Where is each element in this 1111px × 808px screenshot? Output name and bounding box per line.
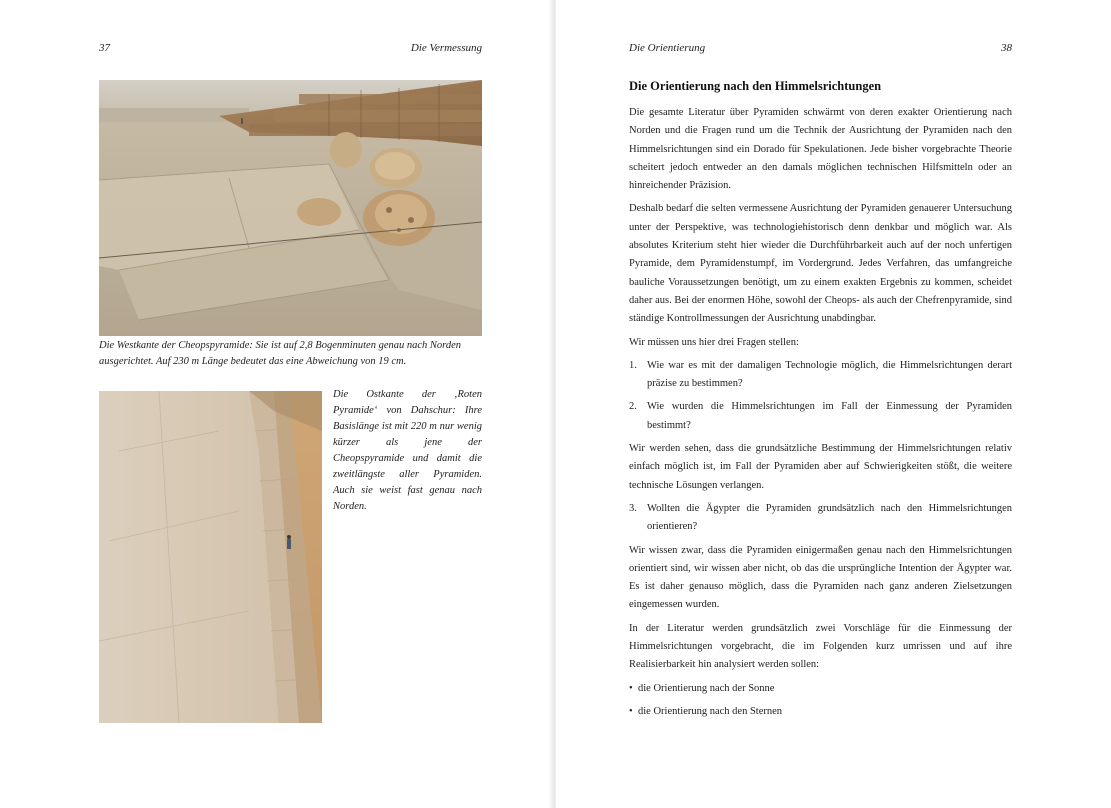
question-list [629,357,1012,435]
section-heading: Die Orientierung nach den Himmelsrichtungen [629,79,882,93]
photo-red-pyramid-illustration [99,391,322,723]
list-item [629,500,1012,537]
list-item-text: Wollten die Ägypter die Pyramiden grundsätzlich nach den Himmelsrichtungen orientieren? [647,502,1012,533]
paragraph: In der Literatur werden grundsätzlich zwei Vorschläge für die Einmessung der Himmelsrichtungen vorgebracht, die im Folgenden kurz umrissen und auf ihre Realisierbarkeit hin analysiert werden sollen: [629,622,1012,671]
question-list [629,500,1012,537]
list-item-text: Wie war es mit der damaligen Technologie möglich, die Himmelsrichtungen derart präzise zu bestimmen? [647,359,1012,390]
photo-red-pyramid-east-edge [99,391,322,723]
left-page [0,0,553,808]
photo-cheops-west-edge [99,80,482,336]
list-item [629,398,1012,435]
paragraph: Wir werden sehen, dass die grundsätzliche Bestimmung der Himmelsrichtungen relativ einfach möglich ist, im Fall der Pyramiden aber auf Schwierigkeiten stößt, die weitere technische Lösungen verlangen. [629,443,1012,491]
photo-caption-cheops: Die Westkante der Cheopspyramide: Sie ist auf 2,8 Bogenminuten genau nach Norden ausgerichtet. Auf 230 m Länge bedeutet das eine Abweichung von 19 cm. [99,340,461,367]
bullet-item [629,703,1012,721]
left-running-title: Die Vermessung [410,42,482,54]
paragraph: Deshalb bedarf die selten vermessene Ausrichtung der Pyramiden genauerer Untersuchung unter der Perspektive, was technologiehistorisch denn denkbar und möglich war. Als absolutes Kriterium steht hier wieder die Durchführbarkeit auch auf der noch unfertigen Pyramide, dem Pyramidenstumpf, im Vordergrund. Jedes Verfahren, das umfangreiche bauliche Voraussetzungen benötigt, um zu einem exakten Ergebnis zu kommen, scheidet daher aus. Bei der enormen Höhe, sowohl der Cheops- als auch der Chefrenpyramide, sind ständige Kontrollmessungen der Ausrichtung unabdingbar. [629,203,1012,325]
bullet-item-text: die Orientierung nach den Sternen [638,705,783,717]
list-item-number: 1. [629,359,637,371]
bullet-icon: • [629,682,633,694]
bullet-item-text: die Orientierung nach der Sonne [638,682,775,694]
list-item-text: Wie wurden die Himmelsrichtungen im Fall der Einmessung der Pyramiden bestimmt? [647,401,1012,431]
list-item [629,357,1012,394]
list-item-number: 2. [629,401,637,413]
paragraph: Wir wissen zwar, dass die Pyramiden einigermaßen genau nach den Himmelsrichtungen orientiert sind, wir wissen aber nicht, ob das die ursprüngliche Intention der Ägypter war. Es ist daher genauso möglich, dass die Pyramiden nach ganz anderen Zielsetzungen eingemessen wurden. [629,544,1012,611]
bullet-list [629,680,1012,722]
section-body [629,104,1012,726]
left-page-number: 37 [99,42,110,54]
photo-cheops-illustration [99,80,482,336]
photo-caption-red-pyramid: Die Ostkante der ‚Roten Pyramide‘ von Dahschur: Ihre Basislänge ist mit 220 m nur wenig kürzer als jene der Cheopspyramide und damit die zweitlängste aller Pyramiden. Auch sie weist fast genau nach Norden. [333,389,482,512]
paragraph: Wir müssen uns hier drei Fragen stellen: [629,336,799,348]
list-item-number: 3. [629,502,637,514]
right-running-title: Die Orientierung [629,42,706,54]
paragraph: Die gesamte Literatur über Pyramiden schwärmt von deren exakter Orientierung nach Norden und die Fragen rund um die Technik der Ausrichtung der Pyramiden nach den Himmelsrichtungen sind ein Dorado für Spekulationen. Jede bisher vorgebrachte Theorie scheitert jedoch entweder an den damals möglichen technischen Hilfsmitteln oder an hinreichender Präzision. [629,107,1012,192]
bullet-icon: • [629,705,633,717]
right-page-number: 38 [1001,42,1012,54]
bullet-item [629,680,1012,698]
